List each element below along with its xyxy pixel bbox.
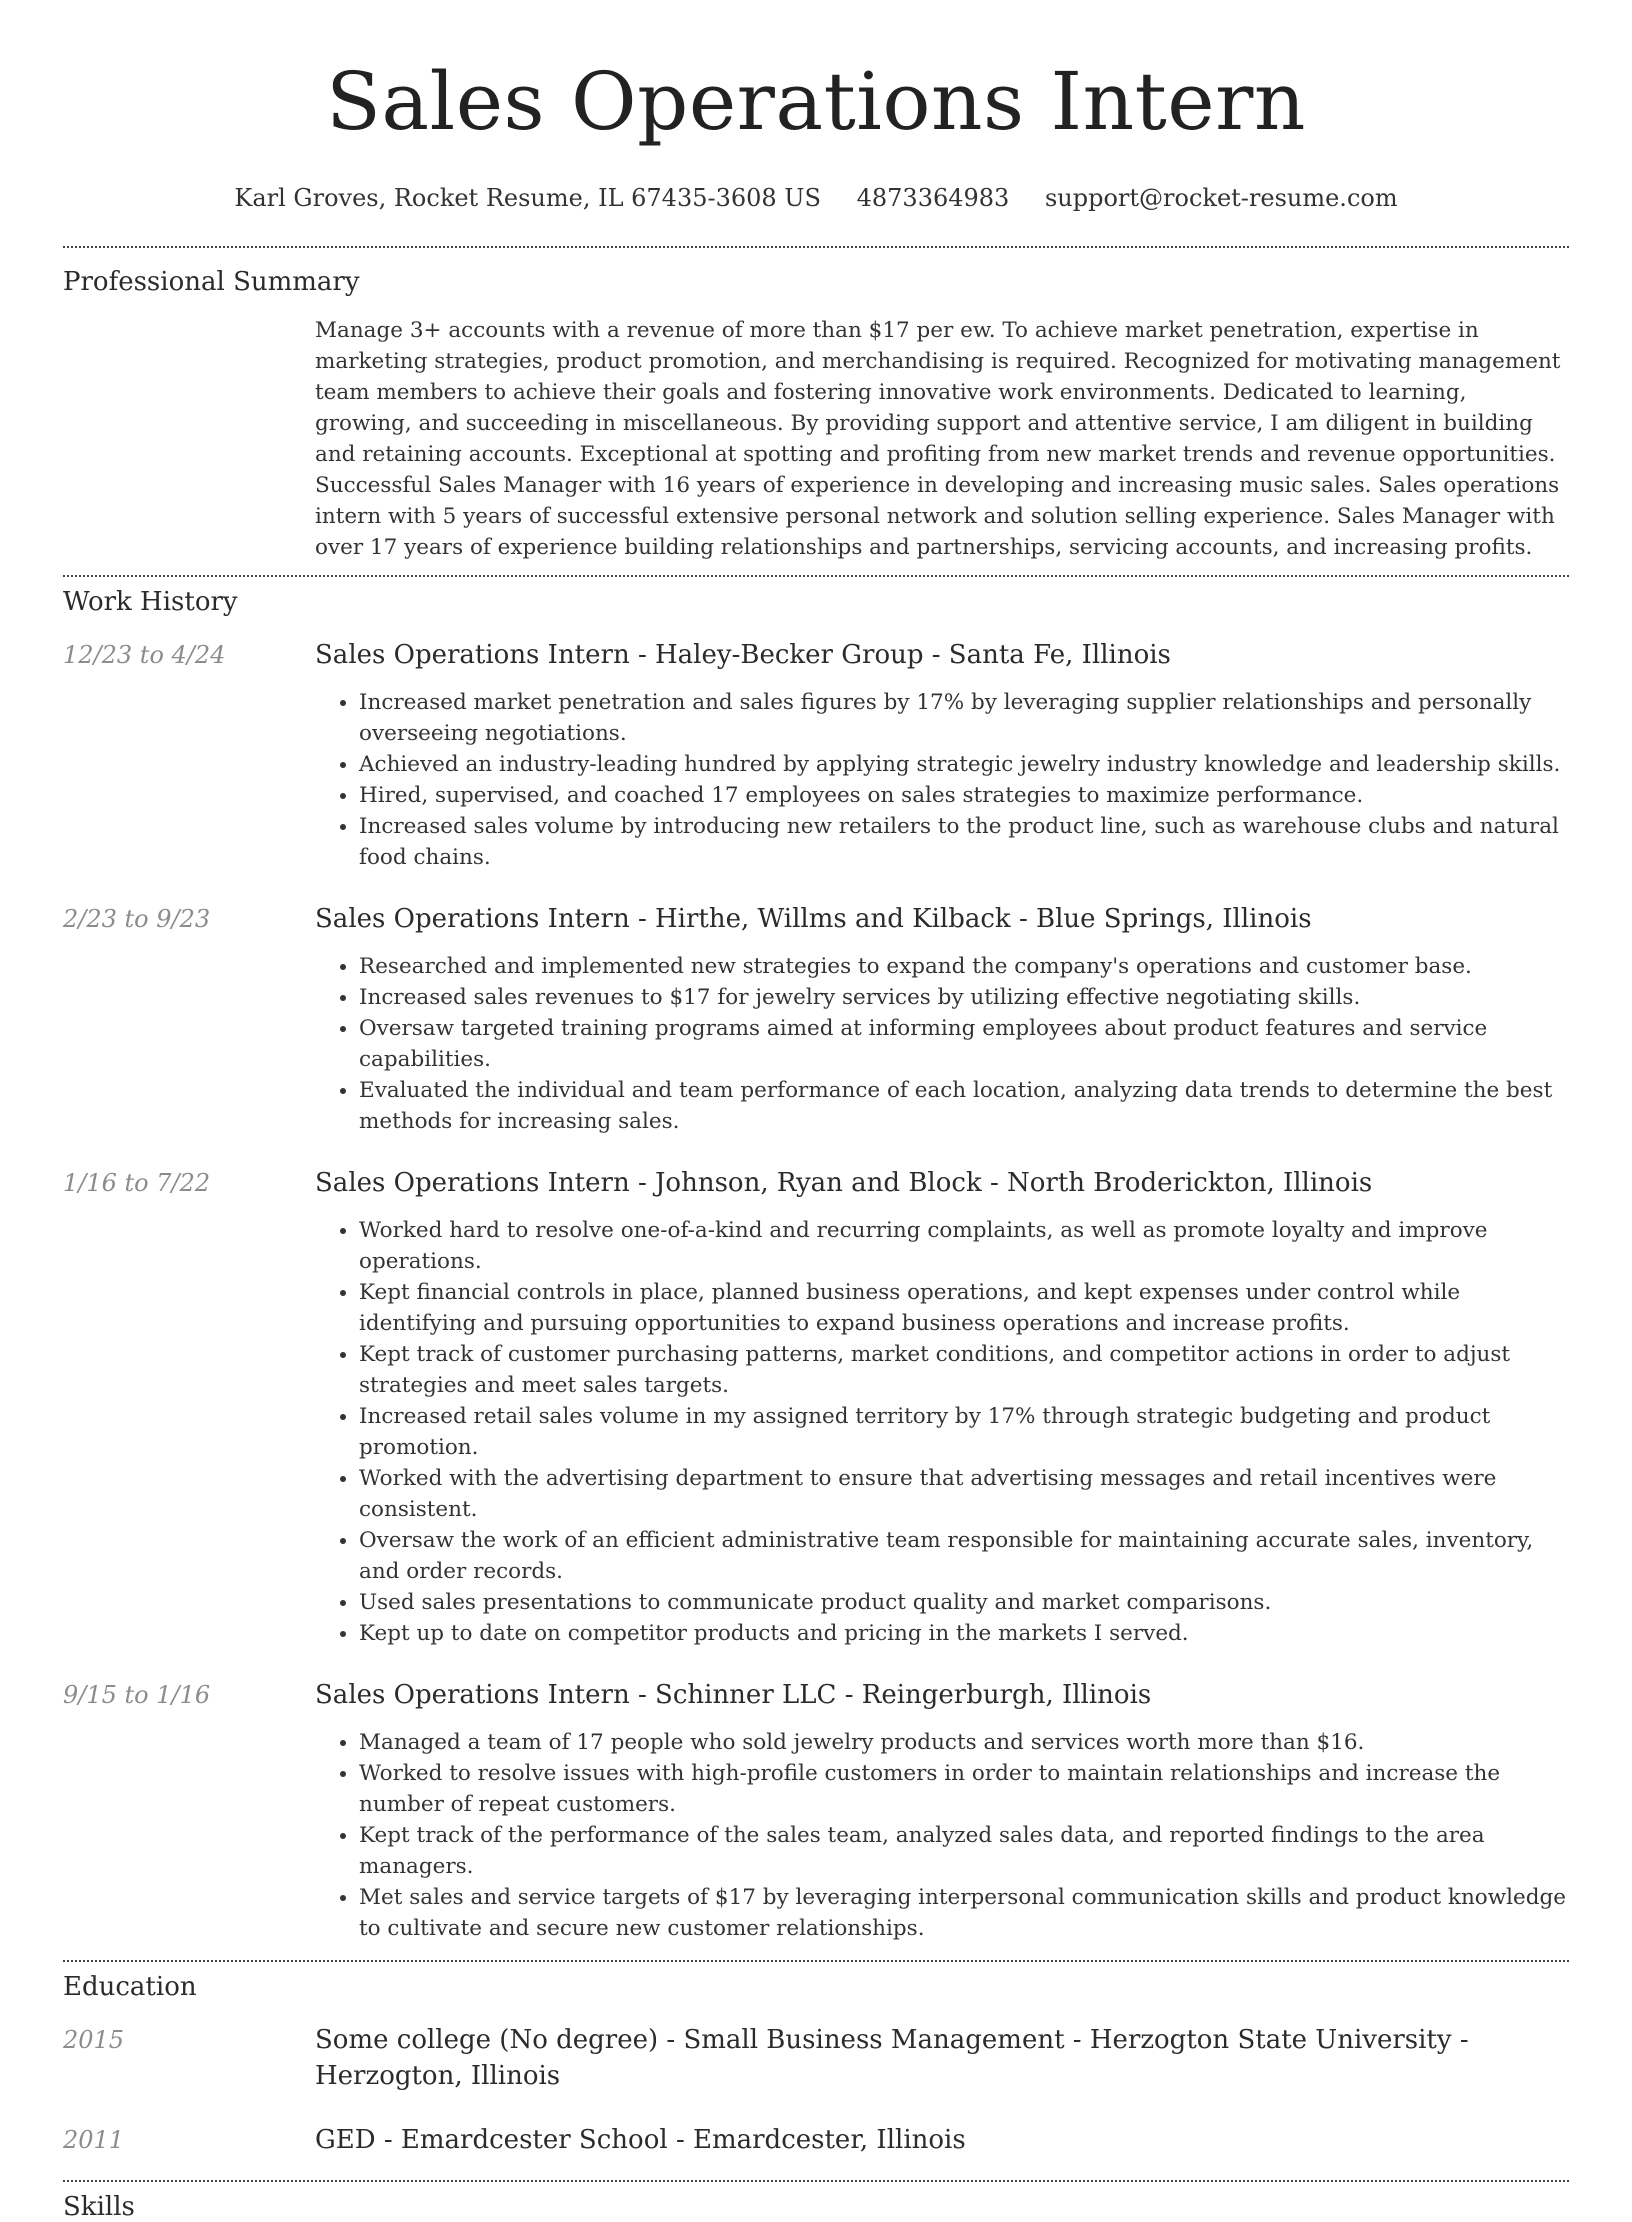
summary-spacer: [63, 315, 315, 563]
job-dates: 12/23 to 4/24: [63, 641, 226, 669]
job-bullet: • Worked with the advertising department to ensure that advertising messages and retail incentives were consistent.: [359, 1463, 1569, 1525]
job-bullet: • Evaluated the individual and team performance of each location, analyzing data trends to determine the best methods for increasing sales.: [359, 1075, 1569, 1137]
job-dates: 2/23 to 9/23: [63, 905, 211, 933]
education-year: 2011: [63, 2126, 125, 2154]
section-title-skills: Skills: [63, 2192, 135, 2222]
job-bullet: • Kept up to date on competitor products and pricing in the markets I served.: [359, 1618, 1569, 1649]
education-year: 2015: [63, 2026, 125, 2054]
job-entry: [63, 901, 1569, 1137]
job-bullet: • Increased market penetration and sales figures by 17% by leveraging supplier relationships and personally overseeing negotiations.: [359, 687, 1569, 749]
job-bullet: • Increased sales revenues to $17 for jewelry services by utilizing effective negotiating skills.: [359, 982, 1569, 1013]
job-bullet: • Researched and implemented new strategies to expand the company's operations and customer base.: [359, 951, 1569, 982]
education-title: GED - Emardcester School - Emardcester, Illinois: [315, 2125, 966, 2155]
contact-email: support@rocket-resume.com: [1044, 184, 1398, 212]
job-entry: [63, 1165, 1569, 1649]
job-bullets: [315, 951, 1569, 1137]
job-bullet: • Oversaw targeted training programs aimed at informing employees about product features and service capabilities.: [359, 1013, 1569, 1075]
education-entry: [63, 2022, 1569, 2094]
job-bullet: • Increased retail sales volume in my assigned territory by 17% through strategic budgeting and product promotion.: [359, 1401, 1569, 1463]
job-bullets: [315, 1727, 1569, 1944]
job-bullet: • Managed a team of 17 people who sold jewelry products and services worth more than $16.: [359, 1727, 1569, 1758]
summary-text: Manage 3+ accounts with a revenue of more than $17 per ew. To achieve market penetration, expertise in marketing strategies, product promotion, and merchandising is required. Recognized for motivating management team members to achieve their goals and fostering innovative work environments. Dedicated to learning, growing, and succeeding in miscellaneous. By providing support and attentive service, I am diligent in building and retaining accounts. Exceptional at spotting and profiting from new market trends and revenue opportunities. Successful Sales Manager with 16 years of experience in developing and increasing music sales. Sales operations intern with 5 years of successful extensive personal network and solution selling experience. Sales Manager with over 17 years of experience building relationships and partnerships, servicing accounts, and increasing profits.: [315, 318, 1561, 560]
job-entry: [63, 637, 1569, 873]
education-title: Some college (No degree) - Small Business Management - Herzogton State University - Herzogton, Illinois: [315, 2025, 1469, 2091]
contact-line: [0, 184, 1632, 212]
job-dates: 9/15 to 1/16: [63, 1681, 211, 1709]
job-bullet: • Kept track of customer purchasing patterns, market conditions, and competitor actions in order to adjust strategies and meet sales targets.: [359, 1339, 1569, 1401]
job-bullets: [315, 687, 1569, 873]
section-title-education: Education: [63, 1972, 197, 2002]
job-bullet: • Oversaw the work of an efficient administrative team responsible for maintaining accurate sales, inventory, and order records.: [359, 1525, 1569, 1587]
job-title: Sales Operations Intern - Haley-Becker Group - Santa Fe, Illinois: [315, 640, 1171, 670]
job-bullet: • Kept financial controls in place, planned business operations, and kept expenses under control while identifying and pursuing opportunities to expand business operations and increase profits.: [359, 1277, 1569, 1339]
job-bullet: • Hired, supervised, and coached 17 employees on sales strategies to maximize performance.: [359, 780, 1569, 811]
section-title-work: Work History: [63, 587, 238, 617]
job-bullet: • Achieved an industry-leading hundred by applying strategic jewelry industry knowledge and leadership skills.: [359, 749, 1569, 780]
job-content: [315, 901, 1569, 1137]
job-bullet: • Used sales presentations to communicate product quality and market comparisons.: [359, 1587, 1569, 1618]
job-dates: 1/16 to 7/22: [63, 1169, 211, 1197]
job-content: [315, 637, 1569, 873]
summary-section: [0, 248, 1632, 563]
job-entry: [63, 1677, 1569, 1944]
section-title-summary: Professional Summary: [63, 267, 360, 297]
job-bullet: • Met sales and service targets of $17 by leveraging interpersonal communication skills and product knowledge to cultivate and secure new customer relationships.: [359, 1882, 1569, 1944]
job-bullet: • Kept track of the performance of the sales team, analyzed sales data, and reported findings to the area managers.: [359, 1820, 1569, 1882]
skills-section: [0, 2182, 1632, 2222]
job-title: Sales Operations Intern - Johnson, Ryan and Block - North Broderickton, Illinois: [315, 1168, 1373, 1198]
job-bullets: [315, 1215, 1569, 1649]
job-content: [315, 1677, 1569, 1944]
work-section: [0, 577, 1632, 1944]
job-bullet: • Increased sales volume by introducing new retailers to the product line, such as warehouse clubs and natural food chains.: [359, 811, 1569, 873]
resume-title: Sales Operations Intern: [326, 55, 1306, 148]
job-bullet: • Worked to resolve issues with high-profile customers in order to maintain relationships and increase the number of repeat customers.: [359, 1758, 1569, 1820]
job-title: Sales Operations Intern - Hirthe, Willms and Kilback - Blue Springs, Illinois: [315, 904, 1312, 934]
education-section: [0, 1962, 1632, 2158]
contact-address: Karl Groves, Rocket Resume, IL 67435-3608 US: [234, 184, 821, 212]
contact-phone: 4873364983: [856, 184, 1010, 212]
job-title: Sales Operations Intern - Schinner LLC - Reingerburgh, Illinois: [315, 1680, 1152, 1710]
education-entry: [63, 2122, 1569, 2158]
job-content: [315, 1165, 1569, 1649]
job-bullet: • Worked hard to resolve one-of-a-kind and recurring complaints, as well as promote loyalty and improve operations.: [359, 1215, 1569, 1277]
